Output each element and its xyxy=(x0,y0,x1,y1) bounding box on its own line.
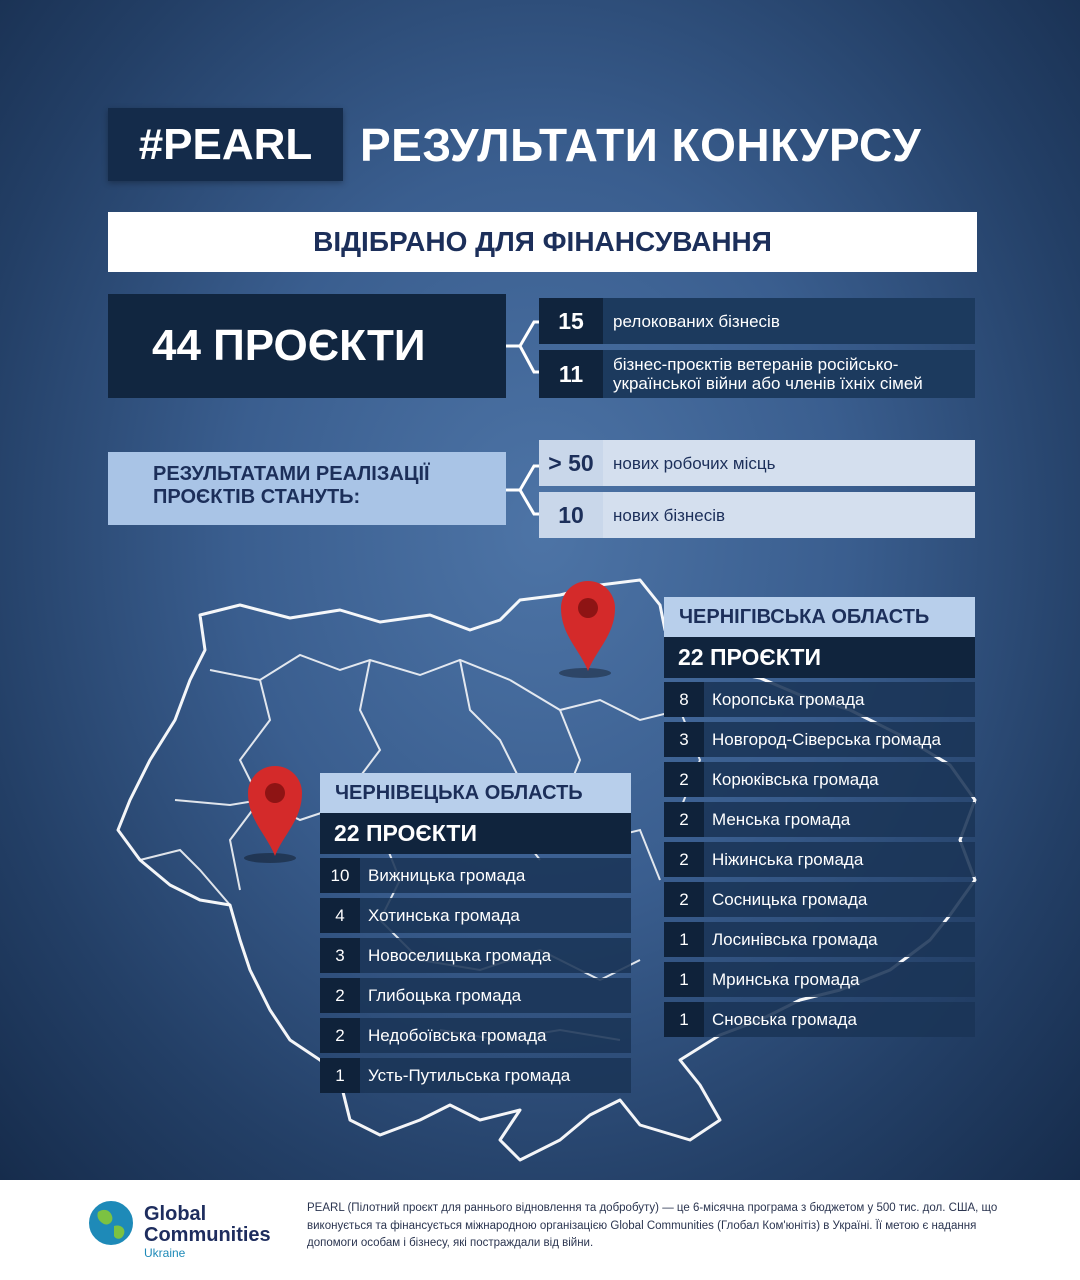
result-row xyxy=(539,492,975,538)
breakdown-row xyxy=(539,298,975,344)
result-number: > 50 xyxy=(539,440,603,486)
community-count: 10 xyxy=(320,858,360,893)
breakdown-number: 15 xyxy=(539,298,603,344)
community-count: 1 xyxy=(664,962,704,997)
globe-logo-icon xyxy=(86,1198,136,1248)
hashtag-badge: #PEARL xyxy=(108,108,343,181)
connector-lines xyxy=(506,462,540,520)
result-number: 10 xyxy=(539,492,603,538)
community-row xyxy=(320,858,631,893)
results-label: РЕЗУЛЬТАТАМИ РЕАЛІЗАЦІЇ ПРОЄКТІВ СТАНУТЬ: xyxy=(108,452,506,525)
result-text: нових бізнесів xyxy=(603,492,975,538)
community-row xyxy=(664,922,975,957)
community-row xyxy=(664,842,975,877)
result-row xyxy=(539,440,975,486)
community-name: Недобоївська громада xyxy=(360,1018,631,1053)
connector-lines xyxy=(506,318,540,376)
community-count: 4 xyxy=(320,898,360,933)
community-row xyxy=(664,722,975,757)
chernivtsi-panel xyxy=(320,773,631,1098)
community-row xyxy=(664,802,975,837)
footer-logo xyxy=(144,1204,271,1260)
total-projects: 44 ПРОЄКТИ xyxy=(108,294,506,398)
community-count: 1 xyxy=(664,922,704,957)
logo-line1: Global xyxy=(144,1203,207,1225)
logo-subtitle: Ukraine xyxy=(144,1246,186,1260)
region-name: ЧЕРНІГІВСЬКА ОБЛАСТЬ xyxy=(664,597,975,637)
community-count: 1 xyxy=(664,1002,704,1037)
community-name: Хотинська громада xyxy=(360,898,631,933)
community-count: 2 xyxy=(320,1018,360,1053)
result-text: нових робочих місць xyxy=(603,440,975,486)
community-row xyxy=(320,938,631,973)
map-pin-icon xyxy=(242,760,312,865)
community-row xyxy=(664,882,975,917)
community-name: Глибоцька громада xyxy=(360,978,631,1013)
community-name: Сосницька громада xyxy=(704,882,975,917)
community-row xyxy=(664,682,975,717)
logo-line2: Communities xyxy=(144,1224,271,1246)
community-name: Мринська громада xyxy=(704,962,975,997)
breakdown-text: бізнес-проєктів ветеранів російсько-української війни або членів їхніх сімей xyxy=(603,350,975,398)
community-name: Сновська громада xyxy=(704,1002,975,1037)
breakdown-number: 11 xyxy=(539,350,603,398)
community-row xyxy=(320,1058,631,1093)
community-count: 3 xyxy=(664,722,704,757)
region-count: 22 ПРОЄКТИ xyxy=(320,813,631,854)
results-list xyxy=(539,440,975,538)
page-title: РЕЗУЛЬТАТИ КОНКУРСУ xyxy=(360,119,922,171)
community-name: Коропська громада xyxy=(704,682,975,717)
community-name: Менська громада xyxy=(704,802,975,837)
map-pin-icon xyxy=(555,575,625,680)
breakdown-list xyxy=(539,298,975,398)
breakdown-text: релокованих бізнесів xyxy=(603,298,975,344)
community-name: Усть-Путильська громада xyxy=(360,1058,631,1093)
region-name: ЧЕРНІВЕЦЬКА ОБЛАСТЬ xyxy=(320,773,631,813)
community-count: 2 xyxy=(664,842,704,877)
region-count: 22 ПРОЄКТИ xyxy=(664,637,975,678)
community-name: Вижницька громада xyxy=(360,858,631,893)
community-row xyxy=(664,762,975,797)
chernihiv-panel xyxy=(664,597,975,1042)
community-count: 2 xyxy=(320,978,360,1013)
community-count: 8 xyxy=(664,682,704,717)
community-row xyxy=(320,898,631,933)
community-row xyxy=(320,978,631,1013)
community-name: Корюківська громада xyxy=(704,762,975,797)
community-count: 1 xyxy=(320,1058,360,1093)
community-name: Лосинівська громада xyxy=(704,922,975,957)
selected-banner: ВІДІБРАНО ДЛЯ ФІНАНСУВАННЯ xyxy=(108,212,977,272)
community-name: Ніжинська громада xyxy=(704,842,975,877)
community-count: 2 xyxy=(664,762,704,797)
community-count: 2 xyxy=(664,802,704,837)
community-row xyxy=(320,1018,631,1053)
community-name: Новоселицька громада xyxy=(360,938,631,973)
community-row xyxy=(664,962,975,997)
community-name: Новгород-Сіверська громада xyxy=(704,722,975,757)
community-count: 3 xyxy=(320,938,360,973)
community-count: 2 xyxy=(664,882,704,917)
community-row xyxy=(664,1002,975,1037)
breakdown-row xyxy=(539,350,975,398)
footer-description: PEARL (Пілотний проєкт для раннього відновлення та добробуту) — це 6-місячна програма з бюджетом у 500 тис. дол. США, що виконується та фінансується міжнародною організацією Global Communities (Глобал Ком'юнітіз) в Україні. Її метою є надання допомоги особам і бізнесу, які постраждали від війни. xyxy=(307,1202,998,1249)
